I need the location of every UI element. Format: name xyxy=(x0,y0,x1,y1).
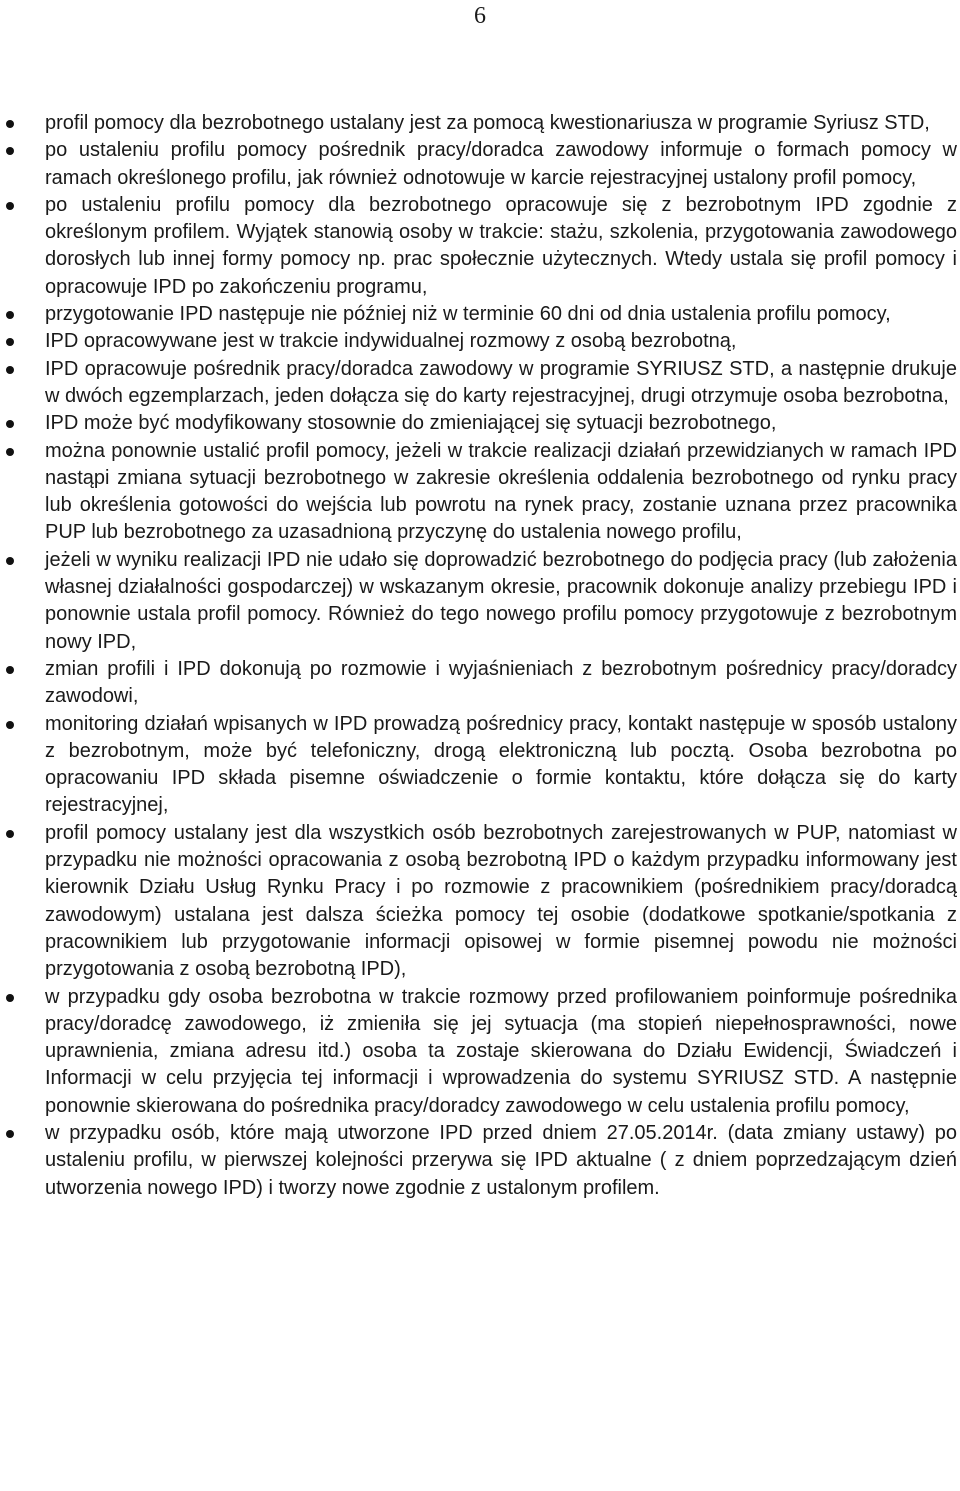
list-item-text: w przypadku gdy osoba bezrobotna w trakcie rozmowy przed profilowaniem poinformuje pośrednika pracy/doradcę zawodowego, iż zmieniła się jej sytuacja (ma stopień niepełnosprawności, nowe uprawnienia, zmiana adresu itd.) osoba ta zostaje skierowana do Działu Ewidencji, Świadczeń i Informacji w celu przyjęcia tej informacji i wprowadzenia do systemu SYRIUSZ STD. A następnie ponownie skierowana do pośrednika pracy/doradcy zawodowego w celu ustalenia profilu pomocy, xyxy=(45,985,957,1117)
list-item xyxy=(0,711,960,820)
list-item xyxy=(0,820,960,984)
list-item-text: IPD może być modyfikowany stosownie do zmieniającej się sytuacji bezrobotnego, xyxy=(45,412,777,435)
bullet-icon xyxy=(6,830,14,838)
list-item xyxy=(0,137,960,192)
bullet-icon xyxy=(6,448,14,456)
list-item xyxy=(0,356,960,411)
list-item-text: przygotowanie IPD następuje nie później niż w terminie 60 dni od dnia ustalenia profilu pomocy, xyxy=(45,303,891,326)
list-item-text: po ustaleniu profilu pomocy pośrednik pracy/doradca zawodowy informuje o formach pomocy w ramach określonego profilu, jak również odnotowuje w karcie rejestracyjnej ustalony profil pomocy, xyxy=(45,139,957,189)
list-item xyxy=(0,438,960,547)
bullet-icon xyxy=(6,311,14,319)
list-item-text: profil pomocy dla bezrobotnego ustalany jest za pomocą kwestionariusza w programie Syriusz STD, xyxy=(45,112,930,134)
list-item-text: monitoring działań wpisanych w IPD prowadzą pośrednicy pracy, kontakt następuje w sposób ustalony z bezrobotnym, może być telefoniczny, drogą elektroniczną lub pocztą. Osoba bezrobotna po opracowaniu IPD składa pisemne oświadczenie o formie kontaktu, które dołącza się do karty rejestracyjnej, xyxy=(45,712,957,817)
list-item-text: jeżeli w wyniku realizacji IPD nie udało się doprowadzić bezrobotnego do podjęcia pracy (lub założenia własnej działalności gospodarczej) w wskazanym okresie, pracownik dokonuje analizy przebiegu IPD i ponownie ustala profil pomocy. Również do tego nowego profilu pomocy przygotowuje z bezrobotnym nowy IPD, xyxy=(45,548,957,653)
list-item-text: profil pomocy ustalany jest dla wszystkich osób bezrobotnych zarejestrowanych w PUP, natomiast w przypadku nie możności opracowania z osobą bezrobotną IPD o każdym przypadku informowany jest kierownik Działu Usług Rynku Pracy i po rozmowie z pracownikiem (pośrednikiem pracy/doradcą zawodowym) ustalana jest dalsza ścieżka pomocy tej osobie (dodatkowe spotkanie/spotkania z pracownikiem lub przygotowanie informacji opisowej w formie pisemnej powodu nie możności przygotowania z osobą bezrobotną IPD), xyxy=(45,821,957,981)
bullet-icon xyxy=(6,202,14,210)
bullet-icon xyxy=(6,1130,14,1138)
list-item xyxy=(0,547,960,656)
list-item xyxy=(0,984,960,1120)
bullet-icon xyxy=(6,366,14,374)
list-item-text: w przypadku osób, które mają utworzone IPD przed dniem 27.05.2014r. (data zmiany ustawy) po ustaleniu profilu, w pierwszej kolejności przerywa się IPD aktualne ( z dniem poprzedzającym dzień utworzenia nowego IPD) i tworzy nowe zgodnie z ustalonym profilem. xyxy=(45,1121,957,1199)
list-item-text: IPD opracowywane jest w trakcie indywidualnej rozmowy z osobą bezrobotną, xyxy=(45,330,737,353)
bullet-icon xyxy=(6,338,14,346)
list-item xyxy=(0,110,960,137)
bullet-icon xyxy=(6,420,14,428)
list-item xyxy=(0,1120,960,1202)
bullet-icon xyxy=(6,721,14,729)
list-item xyxy=(0,301,960,328)
list-item xyxy=(0,656,960,711)
page-number: 6 xyxy=(474,3,486,29)
list-item-text: IPD opracowuje pośrednik pracy/doradca zawodowy w programie SYRIUSZ STD, a następnie drukuje w dwóch egzemplarzach, jeden dołącza się do karty rejestracyjnej, drugi otrzymuje osoba bezrobotna, xyxy=(45,357,957,407)
bullet-icon xyxy=(6,557,14,565)
list-item xyxy=(0,410,960,437)
list-item-text: zmian profili i IPD dokonują po rozmowie i wyjaśnieniach z bezrobotnym pośrednicy pracy/doradcy zawodowi, xyxy=(45,657,957,708)
list-item-text: można ponownie ustalić profil pomocy, jeżeli w trakcie realizacji działań przewidzianych w ramach IPD nastąpi zmiana sytuacji bezrobotnego w zakresie określenia oddalenia bezrobotnego od rynku pracy lub określenia gotowości do wejścia lub powrotu na rynek pracy, zostanie uznana przez pracownika PUP lub bezrobotnego za uzasadnioną przyczynę do ustalenia nowego profilu, xyxy=(45,439,957,544)
bullet-list xyxy=(0,110,960,1202)
bullet-icon xyxy=(6,120,14,128)
list-item xyxy=(0,328,960,355)
bullet-icon xyxy=(6,994,14,1002)
bullet-icon xyxy=(6,666,14,674)
list-item-text: po ustaleniu profilu pomocy dla bezrobotnego opracowuje się z bezrobotnym IPD zgodnie z określonym profilem. Wyjątek stanowią osoby w trakcie: stażu, szkolenia, przygotowania zawodowego dorosłych lub innej formy pomocy np. prac społecznie użytecznych. Wtedy ustala się profil pomocy i opracowuje IPD po zakończeniu programu, xyxy=(45,193,957,298)
bullet-icon xyxy=(6,147,14,155)
list-item xyxy=(0,192,960,301)
